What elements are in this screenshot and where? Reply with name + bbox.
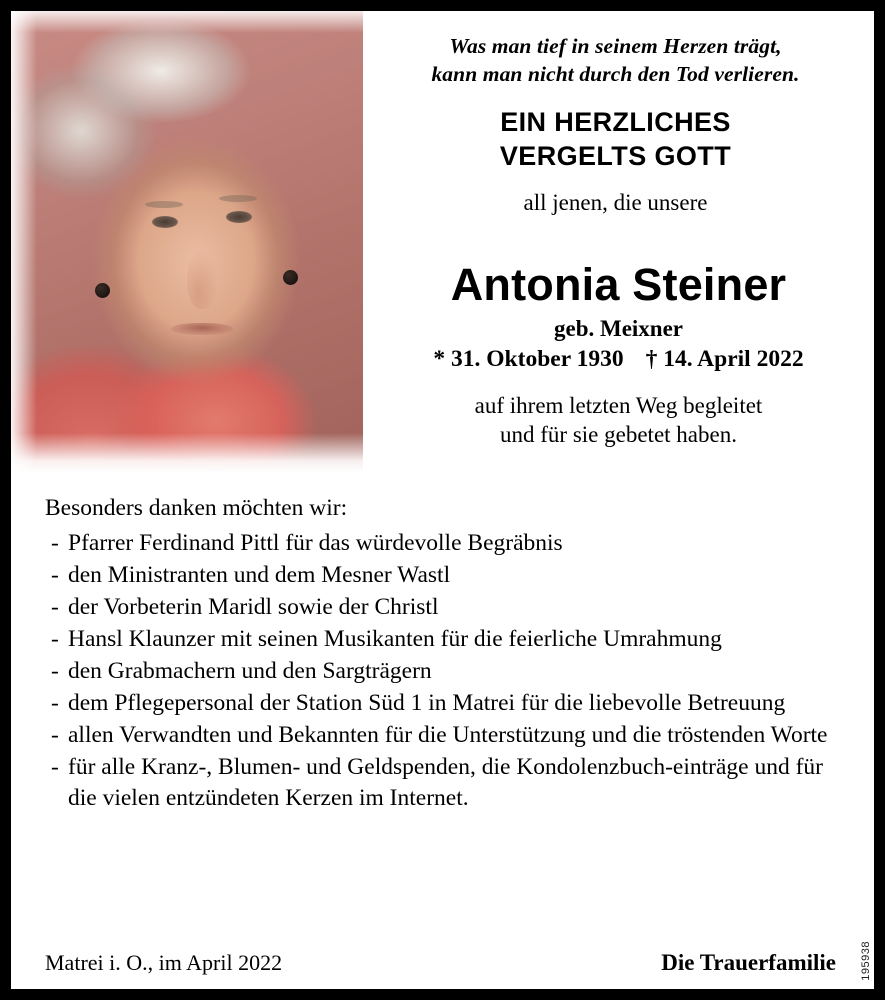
eyebrow-left-feature [145,201,183,208]
thanks-heading-line-1: EIN HERZLICHES [500,107,731,138]
nose-feature [187,251,217,309]
motto [373,33,858,88]
list-item: - Pfarrer Ferdinand Pittl für das würdevolle Begräbnis [45,528,850,559]
closing-line-2: und für sie gebetet haben. [500,422,737,448]
body-text [45,493,850,815]
name-block [363,261,874,450]
list-item: - den Grabmachern und den Sargträgern [45,656,850,687]
deceased-name: Antonia Steiner [450,259,787,310]
place-and-date: Matrei i. O., im April 2022 [45,950,283,975]
motto-line-2: kann man nicht durch den Tod verlieren. [431,61,800,86]
photo-fade-left [11,11,37,473]
death-date: † 14. April 2022 [645,345,804,372]
signature-family: Die Trauerfamilie [661,950,836,975]
reference-number: 195938 [860,941,872,981]
earring-left [95,283,110,298]
portrait-photo-image [11,11,363,473]
earring-right [283,270,298,285]
thanks-heading-line-2: VERGELTS GOTT [499,141,732,172]
life-dates [363,346,874,373]
notice-inner [11,11,874,989]
list-item: - dem Pflegepersonal der Station Süd 1 in Matrei für die liebevolle Betreuung [45,688,850,719]
list-item: - allen Verwandten und Bekannten für die Unterstützung und die tröstenden Worte [45,720,850,751]
mouth-feature [171,323,233,335]
list-item: - für alle Kranz-, Blumen- und Geldspenden, die Kondolenzbuch-einträge und für die vielen entzündeten Kerzen im Internet. [45,752,850,814]
list-item: - Hansl Klaunzer mit seinen Musikanten für die feierliche Umrahmung [45,624,850,655]
closing-line-1: auf ihrem letzten Weg begleitet [474,392,763,418]
photo-fade-top [11,11,363,33]
maiden-name: geb. Meixner [553,315,683,341]
motto-line-1: Was man tief in seinem Herzen trägt, [449,34,782,58]
body-intro: Besonders danken möchten wir: [45,495,348,521]
birth-date: * 31. Oktober 1930 [433,345,624,372]
eyebrow-right-feature [219,195,257,202]
closing-lines [363,391,874,451]
thanks-list [45,528,850,814]
portrait-photo [11,11,363,473]
photo-fade-bottom [11,433,363,473]
notice-footer [45,950,844,976]
list-item: - den Ministranten und dem Mesner Wastl [45,560,850,591]
list-item: - der Vorbeterin Maridl sowie der Christl [45,592,850,623]
eye-right-feature [226,211,252,223]
eye-left-feature [152,216,178,228]
header-text-column [363,11,874,216]
all-those-line: all jenen, die unsere [523,190,708,216]
thanks-heading [373,105,858,173]
